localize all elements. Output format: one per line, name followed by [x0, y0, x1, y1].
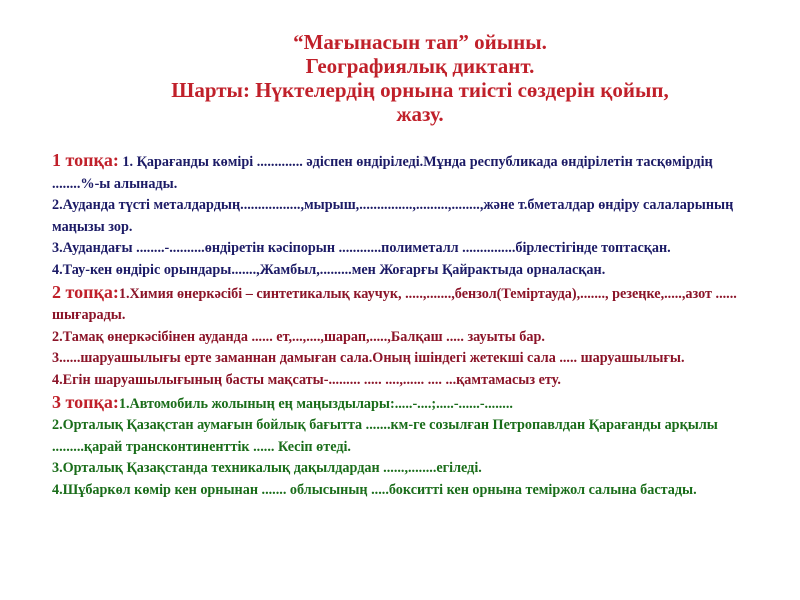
group-1 — [52, 150, 758, 282]
group-3-item-4: 4.Шұбаркөл көмір кен орнынан ....... облысының .....бокситті кен орнына теміржол салына бастады. — [52, 481, 697, 498]
group-3 — [52, 392, 758, 502]
group-1-item-1-text: 1. Қарағанды көмірі ............. әдіспен өндіріледі.Мұнда республикада өндірілетін тасқөмірдің ........%-ы алынады. — [52, 154, 713, 192]
dictation-subtitle: Географиялық диктант. — [305, 54, 535, 78]
task-body — [52, 150, 758, 502]
slide-header — [80, 30, 760, 126]
group-2-item-2: 2.Тамақ өнеркәсібінен ауданда ...... ет,...,....,шарап,.....,Балқаш ..... зауыты бар. — [52, 328, 545, 345]
group-3-label: 3 топқа: — [52, 391, 119, 412]
group-2-item-4: 4.Егін шаруашылығының басты мақсаты-......... ..... ....,...... .... ...қамтамасыз ету. — [52, 371, 561, 388]
group-3-item-3: 3.Орталық Қазақстанда техникалық дақылдардан ......,........егіледі. — [52, 460, 482, 477]
rule-line-2: жазу. — [396, 102, 444, 126]
group-2-item-3: 3......шаруашылығы ерте заманнан дамыған сала.Оның ішіндегі жетекші сала ..... шаруашылығы. — [52, 350, 685, 367]
group-2-item-1-text: 1.Химия өнеркәсібі – синтетикалық каучук, .....,.......,бензол(Теміртауда),......., резеңке,.....,азот ...... шығарады. — [52, 285, 737, 324]
group-2-item-1 — [52, 282, 758, 327]
group-1-item-4: 4.Тау-кен өндіріс орындары.......,Жамбыл,.........мен Жоғарғы Қайрактыда орналасқан. — [52, 261, 606, 278]
group-1-item-2: 2.Ауданда түсті металдардың.................,мырыш,...............,.........,........,және т.бметалдар өндіру салаларының маңызы зор. — [52, 197, 734, 235]
group-3-item-1-text: 1.Автомобиль жолының ең маңыздылары:.....-....;.....-......-........ — [118, 395, 513, 412]
group-3-item-1 — [52, 392, 758, 416]
group-1-label: 1 топқа: — [52, 150, 119, 170]
group-2-label: 2 топқа: — [52, 281, 119, 302]
group-1-item-1 — [52, 150, 758, 195]
group-3-item-2: 2.Орталық Қазақстан аумағын бойлық бағытта .......км-ге созылған Петропавлдан Қарағанды арқылы .........қарай трансконтиненттік ...... Кесіп өтеді. — [52, 417, 718, 455]
group-1-item-3: 3.Аудандағы ........-..........өндіретін кәсіпорын ............полиметалл ...............бірлестігінде топтасқан. — [52, 240, 671, 257]
rule-line-1: Шарты: Нүктелердің орнына тиісті сөздерін қойып, — [171, 78, 669, 102]
group-2 — [52, 282, 758, 392]
game-title: “Мағынасын тап” ойыны. — [293, 30, 547, 54]
